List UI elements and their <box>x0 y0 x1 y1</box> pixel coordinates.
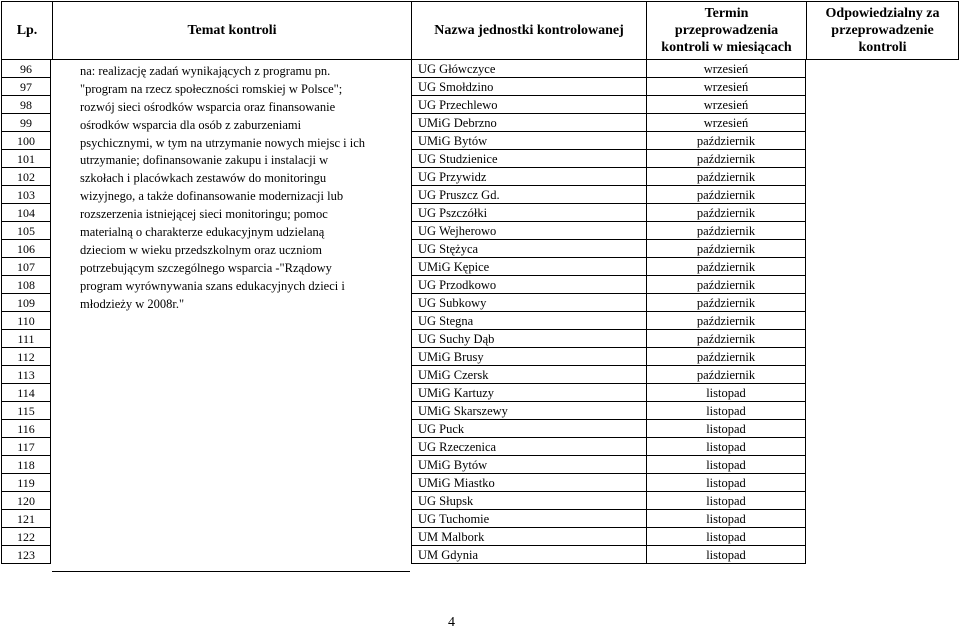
row-lp: 109 <box>1 294 51 312</box>
table-row <box>1 312 806 330</box>
topic-line: "program na rzecz społeczności romskiej w Polsce"; <box>80 81 343 96</box>
row-term: październik <box>646 186 806 204</box>
row-term: listopad <box>646 492 806 510</box>
row-term: październik <box>646 348 806 366</box>
row-unit: UG Subkowy <box>411 294 646 312</box>
row-lp: 115 <box>1 402 51 420</box>
table-row <box>1 330 806 348</box>
row-unit: UG Przechlewo <box>411 96 646 114</box>
table-row <box>1 204 806 222</box>
table-row <box>1 474 806 492</box>
row-unit: UG Główczyce <box>411 60 646 78</box>
table-row <box>1 492 806 510</box>
table-header <box>1 1 959 60</box>
row-unit: UMiG Kartuzy <box>411 384 646 402</box>
row-term: październik <box>646 240 806 258</box>
row-lp: 121 <box>1 510 51 528</box>
row-unit: UM Gdynia <box>411 546 646 564</box>
table-row <box>1 186 806 204</box>
table-row <box>1 294 806 312</box>
row-term: listopad <box>646 528 806 546</box>
row-term: listopad <box>646 546 806 564</box>
row-unit: UG Studzienice <box>411 150 646 168</box>
table-row <box>1 546 806 564</box>
row-lp: 107 <box>1 258 51 276</box>
row-lp: 116 <box>1 420 51 438</box>
row-lp: 103 <box>1 186 51 204</box>
row-term: październik <box>646 366 806 384</box>
row-unit: UMiG Brusy <box>411 348 646 366</box>
table-row <box>1 150 806 168</box>
row-unit: UMiG Debrzno <box>411 114 646 132</box>
table-row <box>1 456 806 474</box>
row-term: listopad <box>646 402 806 420</box>
table-row <box>1 240 806 258</box>
row-term: październik <box>646 222 806 240</box>
row-lp: 105 <box>1 222 51 240</box>
topic-line: utrzymanie; dofinansowanie zakupu i instalacji w <box>80 153 329 168</box>
table-row <box>1 258 806 276</box>
row-unit: UG Pszczółki <box>411 204 646 222</box>
topic-line: materialną o charakterze edukacyjnym udzielaną <box>80 225 325 240</box>
row-term: listopad <box>646 420 806 438</box>
row-unit: UMiG Bytów <box>411 132 646 150</box>
row-term: wrzesień <box>646 60 806 78</box>
row-unit: UG Suchy Dąb <box>411 330 646 348</box>
header-jednostka: Nazwa jednostki kontrolowanej <box>411 2 646 59</box>
row-term: październik <box>646 330 806 348</box>
topic-line: rozwój sieci ośrodków wsparcia oraz finansowanie <box>80 99 336 114</box>
table-row <box>1 114 806 132</box>
table-row <box>1 168 806 186</box>
row-term: listopad <box>646 438 806 456</box>
row-term: listopad <box>646 474 806 492</box>
row-lp: 114 <box>1 384 51 402</box>
row-lp: 99 <box>1 114 51 132</box>
header-temat: Temat kontroli <box>52 2 411 59</box>
row-lp: 123 <box>1 546 51 564</box>
row-term: październik <box>646 258 806 276</box>
table-row <box>1 276 806 294</box>
topic-line: szkołach i placówkach zestawów do monitoringu <box>80 171 327 186</box>
table-row <box>1 384 806 402</box>
row-term: październik <box>646 312 806 330</box>
table-row <box>1 78 806 96</box>
row-term: listopad <box>646 384 806 402</box>
table-row <box>1 96 806 114</box>
topic-line: rozszerzenia istniejącej sieci monitoringu; pomoc <box>80 207 328 222</box>
row-lp: 108 <box>1 276 51 294</box>
row-lp: 111 <box>1 330 51 348</box>
row-unit: UMiG Bytów <box>411 456 646 474</box>
row-term: wrzesień <box>646 96 806 114</box>
row-unit: UG Wejherowo <box>411 222 646 240</box>
row-lp: 118 <box>1 456 51 474</box>
table-row <box>1 60 806 78</box>
row-unit: UG Stegna <box>411 312 646 330</box>
row-unit: UG Przodkowo <box>411 276 646 294</box>
row-lp: 106 <box>1 240 51 258</box>
row-unit: UMiG Skarszewy <box>411 402 646 420</box>
row-lp: 102 <box>1 168 51 186</box>
row-lp: 120 <box>1 492 51 510</box>
table-row <box>1 132 806 150</box>
row-unit: UG Przywidz <box>411 168 646 186</box>
header-termin: Termin przeprowadzenia kontroli w miesiącach <box>646 2 806 59</box>
topic-line: na: realizację zadań wynikających z programu pn. <box>80 64 331 78</box>
row-term: październik <box>646 132 806 150</box>
row-lp: 113 <box>1 366 51 384</box>
table-row <box>1 222 806 240</box>
table-row <box>1 510 806 528</box>
row-lp: 98 <box>1 96 51 114</box>
row-term: wrzesień <box>646 114 806 132</box>
row-unit: UG Stężyca <box>411 240 646 258</box>
table-row <box>1 528 806 546</box>
topic-line: młodzieży w 2008r." <box>80 296 185 311</box>
row-term: listopad <box>646 510 806 528</box>
row-term: listopad <box>646 456 806 474</box>
topic-line: wizyjnego, a także dofinansowanie modernizacji lub <box>80 189 344 204</box>
topic-line: program wyrównywania szans edukacyjnych dzieci i <box>80 278 345 293</box>
topic-line: ośrodków wsparcia dla osób z zaburzeniami <box>80 117 302 132</box>
row-term: październik <box>646 168 806 186</box>
table-row <box>1 366 806 384</box>
table-row <box>1 420 806 438</box>
row-lp: 112 <box>1 348 51 366</box>
row-lp: 104 <box>1 204 51 222</box>
row-term: październik <box>646 204 806 222</box>
row-unit: UMiG Kępice <box>411 258 646 276</box>
row-term: październik <box>646 150 806 168</box>
table-row <box>1 402 806 420</box>
row-unit: UG Pruszcz Gd. <box>411 186 646 204</box>
table-row <box>1 438 806 456</box>
page-number: 4 <box>448 615 455 630</box>
header-lp: Lp. <box>16 23 38 38</box>
row-term: wrzesień <box>646 78 806 96</box>
row-lp: 119 <box>1 474 51 492</box>
row-lp: 100 <box>1 132 51 150</box>
row-unit: UG Rzeczenica <box>411 438 646 456</box>
row-lp: 117 <box>1 438 51 456</box>
row-lp: 101 <box>1 150 51 168</box>
topic-line: psychicznymi, w tym na utrzymanie nowych miejsc i ich <box>80 135 365 150</box>
row-lp: 110 <box>1 312 51 330</box>
table-row <box>1 348 806 366</box>
row-unit: UG Słupsk <box>411 492 646 510</box>
row-unit: UM Malbork <box>411 528 646 546</box>
row-lp: 122 <box>1 528 51 546</box>
row-unit: UMiG Czersk <box>411 366 646 384</box>
header-odpowiedzialny: Odpowiedzialny za przeprowadzenie kontroli <box>806 2 958 59</box>
row-term: październik <box>646 276 806 294</box>
row-lp: 97 <box>1 78 51 96</box>
topic-line: potrzebującym szczególnego wsparcia -"Rządowy <box>80 260 332 275</box>
row-term: październik <box>646 294 806 312</box>
row-unit: UMiG Miastko <box>411 474 646 492</box>
row-unit: UG Puck <box>411 420 646 438</box>
row-unit: UG Tuchomie <box>411 510 646 528</box>
topic-line: dzieciom w wieku przedszkolnym oraz uczniom <box>80 242 322 257</box>
row-lp: 96 <box>1 60 51 78</box>
row-unit: UG Smołdzino <box>411 78 646 96</box>
